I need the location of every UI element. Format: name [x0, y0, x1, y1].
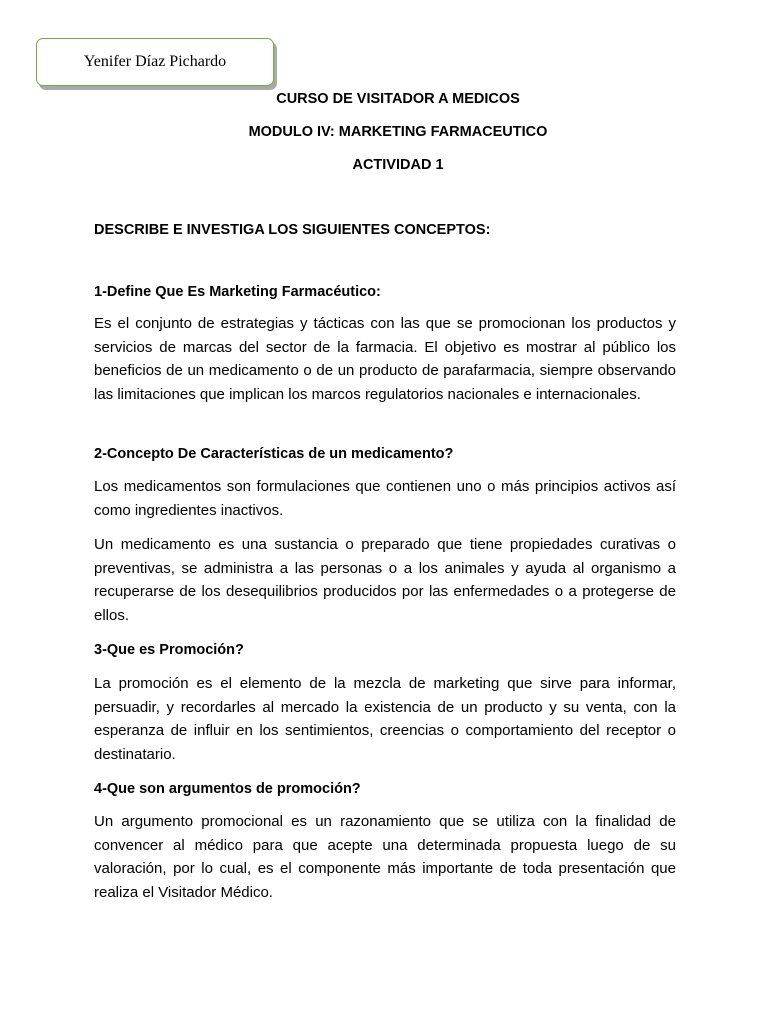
course-title: CURSO DE VISITADOR A MEDICOS: [276, 91, 520, 107]
section-4-heading: 4-Que son argumentos de promoción?: [94, 781, 361, 797]
section-2-paragraph-2: Un medicamento es una sustancia o preparado que tiene propiedades curativas o preventivas, se administra a las personas o a los animales y ayuda al organismo a recuperarse de los desequilibrios producidos por las enfermedades o a protegerse de ellos.: [94, 536, 676, 624]
module-title: MODULO IV: MARKETING FARMACEUTICO: [248, 124, 548, 140]
section-2-heading: 2-Concepto De Características de un medicamento?: [94, 446, 454, 462]
author-name: Yenifer Díaz Pichardo: [83, 53, 227, 70]
section-2-paragraph-1: Los medicamentos son formulaciones que contienen uno o más principios activos así como ingredientes inactivos.: [94, 478, 676, 519]
section-1-paragraph: Es el conjunto de estrategias y tácticas con las que se promocionan los productos y servicios de marcas del sector de la farmacia. El objetivo es mostrar al público los beneficios de un medicamento o de un producto de parafarmacia, siempre observando las limitaciones que implican los marcos regulatorios nacionales e internacionales.: [94, 315, 676, 403]
section-3-paragraph: La promoción es el elemento de la mezcla de marketing que sirve para informar, persuadir, y recordarles al mercado la existencia de un producto y su venta, con la esperanza de influir en los sentimientos, creencias o comportamiento del receptor o destinatario.: [94, 675, 676, 763]
activity-title: ACTIVIDAD 1: [352, 157, 444, 173]
section-3-heading: 3-Que es Promoción?: [94, 642, 244, 658]
author-name-box: [36, 38, 274, 86]
section-4-paragraph: Un argumento promocional es un razonamiento que se utiliza con la finalidad de convencer al médico para que acepte una determinada propuesta luego de su valoración, por lo cual, es el componente más importante de toda presentación que realiza el Visitador Médico.: [94, 813, 676, 901]
instructions: DESCRIBE E INVESTIGA LOS SIGUIENTES CONCEPTOS:: [94, 222, 491, 238]
section-1-heading: 1-Define Que Es Marketing Farmacéutico:: [94, 284, 381, 300]
